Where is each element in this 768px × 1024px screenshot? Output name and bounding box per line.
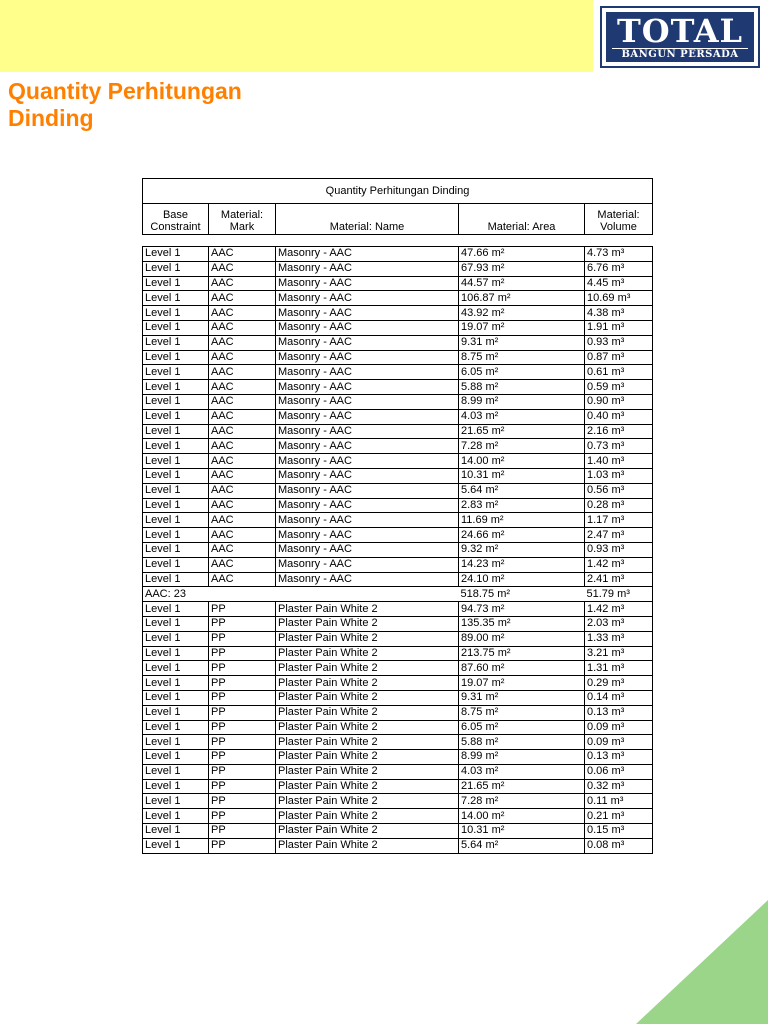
cell-material-name: Masonry - AAC [276, 424, 459, 439]
table-row [143, 838, 653, 853]
table-row [143, 809, 653, 824]
cell-material-name: Masonry - AAC [276, 291, 459, 306]
table-row [143, 439, 653, 454]
cell-material-volume: 0.13 m³ [585, 705, 653, 720]
logo-sub-text: BANGUN PERSADA [612, 48, 748, 61]
cell-material-name: Plaster Pain White 2 [276, 602, 459, 617]
cell-material-area: 67.93 m² [459, 261, 585, 276]
cell-base-constraint: Level 1 [143, 557, 209, 572]
cell-base-constraint: Level 1 [143, 720, 209, 735]
logo-main-text: TOTAL [616, 12, 744, 50]
cell-material-mark: AAC [209, 498, 276, 513]
cell-base-constraint: Level 1 [143, 306, 209, 321]
cell-base-constraint: Level 1 [143, 291, 209, 306]
cell-material-mark: PP [209, 690, 276, 705]
subtotal-row [143, 587, 653, 602]
cell-material-volume: 0.29 m³ [585, 676, 653, 691]
cell-base-constraint: Level 1 [143, 454, 209, 469]
cell-material-mark: PP [209, 720, 276, 735]
cell-material-area: 10.31 m² [459, 824, 585, 839]
table-row [143, 824, 653, 839]
cell-material-name: Masonry - AAC [276, 365, 459, 380]
cell-material-mark: PP [209, 750, 276, 765]
cell-material-volume: 1.17 m³ [585, 513, 653, 528]
cell-material-name: Masonry - AAC [276, 498, 459, 513]
cell-material-name: Plaster Pain White 2 [276, 779, 459, 794]
cell-material-area: 7.28 m² [459, 794, 585, 809]
cell-material-name: Masonry - AAC [276, 320, 459, 335]
cell-material-volume: 0.09 m³ [585, 720, 653, 735]
table-row [143, 750, 653, 765]
cell-material-name: Plaster Pain White 2 [276, 661, 459, 676]
cell-material-area: 6.05 m² [459, 720, 585, 735]
cell-material-mark: AAC [209, 409, 276, 424]
cell-base-constraint: Level 1 [143, 616, 209, 631]
cell-material-mark: AAC [209, 572, 276, 587]
cell-material-mark: AAC [209, 424, 276, 439]
cell-material-volume: 0.21 m³ [585, 809, 653, 824]
cell-material-area: 24.66 m² [459, 528, 585, 543]
cell-base-constraint: Level 1 [143, 809, 209, 824]
cell-material-area: 5.64 m² [459, 838, 585, 853]
cell-material-area: 19.07 m² [459, 676, 585, 691]
cell-material-name: Masonry - AAC [276, 557, 459, 572]
cell-material-mark: PP [209, 838, 276, 853]
table-row [143, 661, 653, 676]
cell-material-area: 9.31 m² [459, 690, 585, 705]
cell-base-constraint: Level 1 [143, 661, 209, 676]
cell-material-name: Plaster Pain White 2 [276, 809, 459, 824]
table-row [143, 365, 653, 380]
header-material-area: Material: Area [459, 204, 585, 235]
cell-base-constraint: Level 1 [143, 498, 209, 513]
cell-material-area: 4.03 m² [459, 764, 585, 779]
cell-material-name: Plaster Pain White 2 [276, 705, 459, 720]
cell-material-mark: PP [209, 764, 276, 779]
cell-base-constraint: Level 1 [143, 483, 209, 498]
cell-material-volume: 0.56 m³ [585, 483, 653, 498]
table-row [143, 350, 653, 365]
cell-base-constraint: Level 1 [143, 542, 209, 557]
cell-material-volume: 1.42 m³ [585, 602, 653, 617]
cell-base-constraint: Level 1 [143, 764, 209, 779]
cell-material-name: Masonry - AAC [276, 306, 459, 321]
cell-material-mark: AAC [209, 320, 276, 335]
cell-material-area: 89.00 m² [459, 631, 585, 646]
table-row [143, 690, 653, 705]
cell-material-volume: 0.40 m³ [585, 409, 653, 424]
cell-material-area: 8.75 m² [459, 350, 585, 365]
cell-base-constraint: Level 1 [143, 394, 209, 409]
cell-material-area: 6.05 m² [459, 365, 585, 380]
cell-material-name: Masonry - AAC [276, 261, 459, 276]
cell-material-area: 213.75 m² [459, 646, 585, 661]
table-row [143, 572, 653, 587]
table-row [143, 735, 653, 750]
cell-base-constraint: Level 1 [143, 838, 209, 853]
cell-material-name: Masonry - AAC [276, 276, 459, 291]
table-row [143, 720, 653, 735]
cell-material-area: 518.75 m² [459, 587, 585, 602]
cell-material-volume: 3.21 m³ [585, 646, 653, 661]
cell-material-volume: 10.69 m³ [585, 291, 653, 306]
cell-material-name: Masonry - AAC [276, 335, 459, 350]
cell-material-volume: 4.73 m³ [585, 247, 653, 262]
cell-base-constraint: Level 1 [143, 513, 209, 528]
cell-material-area: 43.92 m² [459, 306, 585, 321]
page-title-line1: Quantity Perhitungan [8, 78, 242, 104]
table-row [143, 424, 653, 439]
cell-material-name: Plaster Pain White 2 [276, 764, 459, 779]
cell-material-volume: 0.61 m³ [585, 365, 653, 380]
company-logo [600, 6, 760, 68]
cell-material-volume: 1.33 m³ [585, 631, 653, 646]
header-material-name: Material: Name [276, 204, 459, 235]
cell-material-name: Plaster Pain White 2 [276, 838, 459, 853]
cell-material-name [276, 587, 459, 602]
table-row [143, 454, 653, 469]
cell-material-name: Masonry - AAC [276, 572, 459, 587]
cell-material-volume: 0.11 m³ [585, 794, 653, 809]
cell-material-mark: PP [209, 602, 276, 617]
cell-base-constraint: Level 1 [143, 528, 209, 543]
cell-material-area: 4.03 m² [459, 409, 585, 424]
cell-base-constraint: Level 1 [143, 705, 209, 720]
cell-material-mark: PP [209, 676, 276, 691]
cell-material-area: 19.07 m² [459, 320, 585, 335]
schedule-header [142, 178, 653, 235]
table-row [143, 764, 653, 779]
header-material-mark: Material: Mark [209, 204, 276, 235]
cell-material-volume: 2.16 m³ [585, 424, 653, 439]
cell-material-area: 10.31 m² [459, 468, 585, 483]
cell-material-volume: 1.42 m³ [585, 557, 653, 572]
cell-material-area: 7.28 m² [459, 439, 585, 454]
cell-material-volume: 0.28 m³ [585, 498, 653, 513]
cell-material-mark [209, 587, 276, 602]
cell-material-volume: 0.90 m³ [585, 394, 653, 409]
cell-material-mark: AAC [209, 528, 276, 543]
table-row [143, 646, 653, 661]
cell-base-constraint: Level 1 [143, 824, 209, 839]
table-row [143, 676, 653, 691]
cell-material-name: Plaster Pain White 2 [276, 690, 459, 705]
cell-base-constraint: Level 1 [143, 631, 209, 646]
cell-material-mark: PP [209, 705, 276, 720]
corner-decoration [636, 900, 768, 1024]
cell-material-volume: 0.93 m³ [585, 335, 653, 350]
cell-material-mark: AAC [209, 261, 276, 276]
cell-base-constraint: Level 1 [143, 365, 209, 380]
cell-material-volume: 4.45 m³ [585, 276, 653, 291]
cell-material-name: Masonry - AAC [276, 483, 459, 498]
cell-material-area: 9.31 m² [459, 335, 585, 350]
cell-material-mark: PP [209, 779, 276, 794]
cell-material-name: Plaster Pain White 2 [276, 824, 459, 839]
cell-base-constraint: Level 1 [143, 779, 209, 794]
cell-base-constraint: Level 1 [143, 335, 209, 350]
cell-material-area: 14.00 m² [459, 809, 585, 824]
cell-material-mark: PP [209, 735, 276, 750]
cell-material-name: Plaster Pain White 2 [276, 720, 459, 735]
table-row [143, 394, 653, 409]
cell-material-area: 2.83 m² [459, 498, 585, 513]
cell-material-mark: PP [209, 631, 276, 646]
cell-base-constraint: Level 1 [143, 676, 209, 691]
cell-base-constraint: Level 1 [143, 261, 209, 276]
cell-material-volume: 2.47 m³ [585, 528, 653, 543]
header-material-volume: Material: Volume [585, 204, 653, 235]
cell-material-mark: PP [209, 809, 276, 824]
schedule-table [142, 246, 653, 854]
cell-material-volume: 1.03 m³ [585, 468, 653, 483]
cell-base-constraint: Level 1 [143, 735, 209, 750]
table-row [143, 335, 653, 350]
cell-material-name: Plaster Pain White 2 [276, 631, 459, 646]
cell-material-volume: 4.38 m³ [585, 306, 653, 321]
cell-material-mark: AAC [209, 247, 276, 262]
cell-material-area: 8.75 m² [459, 705, 585, 720]
cell-base-constraint: AAC: 23 [143, 587, 209, 602]
table-row [143, 276, 653, 291]
cell-base-constraint: Level 1 [143, 276, 209, 291]
cell-material-area: 47.66 m² [459, 247, 585, 262]
cell-base-constraint: Level 1 [143, 424, 209, 439]
cell-material-name: Masonry - AAC [276, 394, 459, 409]
cell-base-constraint: Level 1 [143, 602, 209, 617]
cell-material-volume: 0.06 m³ [585, 764, 653, 779]
cell-material-volume: 0.14 m³ [585, 690, 653, 705]
schedule-rows [143, 247, 653, 854]
page-title [8, 78, 242, 132]
cell-material-name: Masonry - AAC [276, 380, 459, 395]
cell-material-name: Plaster Pain White 2 [276, 646, 459, 661]
cell-material-mark: AAC [209, 291, 276, 306]
cell-base-constraint: Level 1 [143, 646, 209, 661]
cell-material-volume: 0.09 m³ [585, 735, 653, 750]
cell-material-mark: AAC [209, 542, 276, 557]
cell-material-name: Masonry - AAC [276, 409, 459, 424]
table-row [143, 291, 653, 306]
table-row [143, 261, 653, 276]
table-row [143, 616, 653, 631]
cell-material-area: 44.57 m² [459, 276, 585, 291]
cell-base-constraint: Level 1 [143, 794, 209, 809]
table-row [143, 779, 653, 794]
cell-material-mark: AAC [209, 557, 276, 572]
cell-material-volume: 0.13 m³ [585, 750, 653, 765]
cell-material-area: 106.87 m² [459, 291, 585, 306]
table-row [143, 794, 653, 809]
cell-material-mark: AAC [209, 454, 276, 469]
cell-material-name: Masonry - AAC [276, 350, 459, 365]
cell-base-constraint: Level 1 [143, 690, 209, 705]
cell-material-volume: 0.73 m³ [585, 439, 653, 454]
cell-material-name: Masonry - AAC [276, 542, 459, 557]
table-row [143, 468, 653, 483]
cell-material-volume: 0.32 m³ [585, 779, 653, 794]
cell-base-constraint: Level 1 [143, 409, 209, 424]
cell-material-mark: AAC [209, 350, 276, 365]
cell-material-mark: AAC [209, 483, 276, 498]
cell-material-area: 14.23 m² [459, 557, 585, 572]
cell-material-mark: AAC [209, 439, 276, 454]
cell-material-mark: AAC [209, 276, 276, 291]
table-row [143, 513, 653, 528]
table-row [143, 631, 653, 646]
cell-material-mark: PP [209, 616, 276, 631]
schedule-title: Quantity Perhitungan Dinding [143, 179, 653, 204]
cell-material-volume: 0.08 m³ [585, 838, 653, 853]
cell-material-name: Plaster Pain White 2 [276, 676, 459, 691]
table-row [143, 498, 653, 513]
cell-material-area: 94.73 m² [459, 602, 585, 617]
table-row [143, 528, 653, 543]
cell-material-area: 9.32 m² [459, 542, 585, 557]
cell-base-constraint: Level 1 [143, 247, 209, 262]
cell-material-area: 14.00 m² [459, 454, 585, 469]
cell-material-area: 21.65 m² [459, 779, 585, 794]
cell-base-constraint: Level 1 [143, 439, 209, 454]
cell-material-name: Masonry - AAC [276, 454, 459, 469]
cell-material-area: 5.88 m² [459, 735, 585, 750]
logo-plate [606, 12, 754, 62]
cell-material-area: 5.88 m² [459, 380, 585, 395]
cell-material-area: 21.65 m² [459, 424, 585, 439]
cell-base-constraint: Level 1 [143, 468, 209, 483]
table-row [143, 380, 653, 395]
cell-material-mark: AAC [209, 513, 276, 528]
cell-material-volume: 0.59 m³ [585, 380, 653, 395]
cell-material-mark: AAC [209, 335, 276, 350]
cell-base-constraint: Level 1 [143, 350, 209, 365]
cell-material-volume: 1.91 m³ [585, 320, 653, 335]
table-row [143, 483, 653, 498]
page-title-line2: Dinding [8, 105, 94, 131]
cell-material-volume: 1.31 m³ [585, 661, 653, 676]
cell-material-mark: AAC [209, 394, 276, 409]
cell-material-mark: PP [209, 661, 276, 676]
table-row [143, 557, 653, 572]
cell-material-name: Plaster Pain White 2 [276, 750, 459, 765]
cell-material-area: 8.99 m² [459, 750, 585, 765]
cell-material-mark: AAC [209, 380, 276, 395]
cell-material-name: Masonry - AAC [276, 247, 459, 262]
cell-material-volume: 51.79 m³ [585, 587, 653, 602]
cell-material-mark: AAC [209, 468, 276, 483]
cell-material-volume: 6.76 m³ [585, 261, 653, 276]
cell-material-mark: AAC [209, 306, 276, 321]
table-row [143, 306, 653, 321]
cell-material-area: 5.64 m² [459, 483, 585, 498]
table-row [143, 247, 653, 262]
cell-material-name: Masonry - AAC [276, 513, 459, 528]
table-row [143, 602, 653, 617]
cell-material-mark: PP [209, 824, 276, 839]
cell-base-constraint: Level 1 [143, 750, 209, 765]
cell-material-name: Plaster Pain White 2 [276, 794, 459, 809]
cell-material-area: 11.69 m² [459, 513, 585, 528]
cell-material-volume: 1.40 m³ [585, 454, 653, 469]
cell-material-area: 8.99 m² [459, 394, 585, 409]
cell-material-volume: 2.03 m³ [585, 616, 653, 631]
cell-material-name: Plaster Pain White 2 [276, 735, 459, 750]
cell-material-name: Masonry - AAC [276, 528, 459, 543]
cell-material-volume: 0.93 m³ [585, 542, 653, 557]
table-row [143, 320, 653, 335]
cell-base-constraint: Level 1 [143, 320, 209, 335]
cell-base-constraint: Level 1 [143, 572, 209, 587]
table-row [143, 542, 653, 557]
cell-material-area: 87.60 m² [459, 661, 585, 676]
cell-material-name: Masonry - AAC [276, 439, 459, 454]
cell-material-area: 135.35 m² [459, 616, 585, 631]
table-row [143, 705, 653, 720]
cell-material-mark: PP [209, 646, 276, 661]
cell-material-area: 24.10 m² [459, 572, 585, 587]
cell-material-mark: PP [209, 794, 276, 809]
top-header-band [0, 0, 593, 72]
cell-material-volume: 2.41 m³ [585, 572, 653, 587]
cell-material-name: Plaster Pain White 2 [276, 616, 459, 631]
cell-material-volume: 0.15 m³ [585, 824, 653, 839]
header-base-constraint: Base Constraint [143, 204, 209, 235]
cell-material-name: Masonry - AAC [276, 468, 459, 483]
cell-base-constraint: Level 1 [143, 380, 209, 395]
cell-material-volume: 0.87 m³ [585, 350, 653, 365]
cell-material-mark: AAC [209, 365, 276, 380]
table-row [143, 409, 653, 424]
